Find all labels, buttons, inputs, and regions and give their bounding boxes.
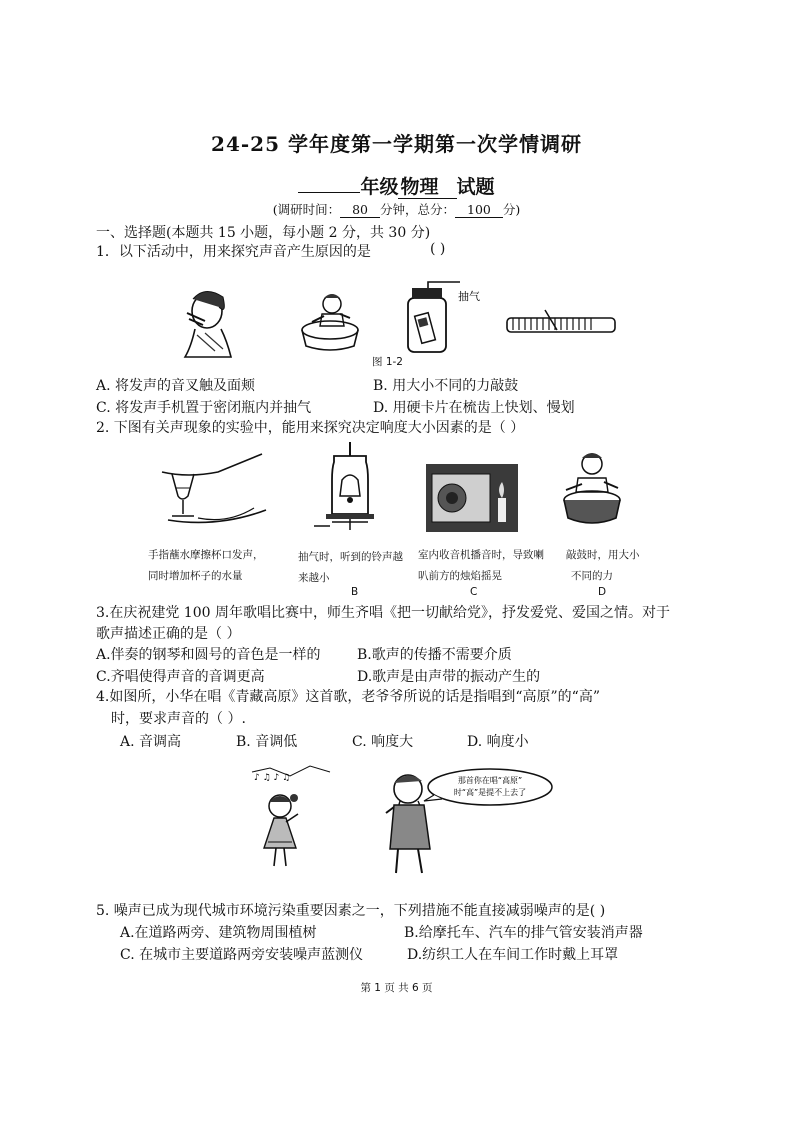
time-label: (调研时间： [272, 202, 341, 217]
section-heading: 一、选择题(本题共 15 小题，每小题 2 分，共 30 分) [96, 225, 431, 241]
q3-stem-line1: 3.在庆祝建党 100 周年歌唱比赛中，师生齐唱《把一切献给党》，抒发爱党、爱国之情。对于 [96, 605, 670, 621]
q3-stem-line2: 歌声描述正确的是（ ） [96, 626, 241, 642]
score-value: 100 [455, 202, 503, 218]
time-unit: 分钟，总分： [380, 202, 456, 217]
q4-figure-singing-girl [250, 762, 345, 877]
q2-label-b: B [351, 586, 359, 598]
q3-option-c: C.齐唱使得声音的音调更高 [96, 669, 265, 685]
q1-option-c: C. 将发声手机置于密闭瓶内并抽气 [96, 400, 312, 416]
q2-caption-d-line1: 敲鼓时，用大小 [566, 549, 640, 561]
q4-option-a: A. 音调高 [120, 734, 182, 750]
q2-caption-b-line1: 抽气时，听到的铃声越 [298, 551, 403, 563]
q2-figure-radio-candle [426, 464, 518, 532]
q2-caption-c-line1: 室内收音机播音时，导致喇 [418, 549, 544, 561]
exam-title: 24-25 学年度第一学期第一次学情调研 [211, 132, 582, 156]
q4-figure-old-man [378, 765, 558, 880]
q4-speech-line1: 那首你在唱“高原” [457, 776, 523, 785]
q2-caption-d-line2: 不同的力 [571, 570, 613, 582]
subject-suffix: 试题 [456, 176, 495, 198]
q3-option-b: B.歌声的传播不需要介质 [357, 647, 512, 663]
q5-option-a: A.在道路两旁、建筑物周围植树 [120, 925, 317, 941]
page-footer: 第 1 页 共 6 页 [360, 982, 433, 994]
q4-option-c: C. 响度大 [352, 734, 414, 750]
q2-caption-b-line2: 来越小 [298, 572, 330, 584]
q4-speech-line2: 时“高”是提不上去了 [453, 788, 527, 797]
q1-answer-paren: ( ) [430, 241, 446, 257]
q1-stem: 1．以下活动中，用来探究声音产生原因的是 [96, 244, 371, 260]
q4-option-b: B. 音调低 [236, 734, 298, 750]
q2-stem: 2. 下图有关声现象的实验中，能用来探究决定响度大小因素的是（ ） [96, 420, 525, 436]
q2-label-d: D [598, 586, 607, 598]
q3-option-d: D.歌声是由声带的振动产生的 [357, 669, 541, 685]
grade-blank [298, 174, 360, 193]
q2-caption-a-line2: 同时增加杯子的水量 [148, 570, 243, 582]
q4-option-d: D. 响度小 [467, 734, 529, 750]
q2-figure-drum [560, 450, 625, 530]
q1-option-d: D. 用硬卡片在梳齿上快划、慢划 [373, 400, 575, 416]
exam-meta [0, 200, 793, 218]
q1-option-a: A. 将发声的音叉触及面颊 [96, 378, 256, 394]
score-unit: 分) [502, 202, 521, 217]
q3-option-a: A.伴奏的钢琴和圆号的音色是一样的 [96, 647, 321, 663]
q2-caption-c-line2: 叭前方的烛焰摇晃 [418, 570, 502, 582]
exam-subtitle [0, 172, 793, 199]
q1-figure-comb [505, 308, 620, 338]
q4-stem-line2: 时，要求声音的（ ）. [111, 711, 246, 727]
q2-caption-a-line1: 手指蘸水摩擦杯口发声， [148, 549, 264, 561]
q1-figure-caption: 图 1-2 [372, 356, 403, 368]
svg-text:♪ ♫ ♪ ♫: ♪ ♫ ♪ ♫ [254, 773, 291, 783]
q5-option-d: D.纺织工人在车间工作时戴上耳罩 [407, 947, 619, 963]
q5-option-c: C. 在城市主要道路两旁安装噪声蓝测仪 [120, 947, 364, 963]
q1-figure-drum [298, 288, 363, 353]
q1-option-b: B. 用大小不同的力敲鼓 [373, 378, 519, 394]
grade-label: 年级 [360, 176, 399, 198]
q2-figure-bell-jar [310, 440, 390, 535]
q1-figure-jar-phone [400, 280, 490, 360]
q1-pump-label: 抽气 [458, 290, 480, 303]
q4-stem-line1: 4.如图所，小华在唱《青藏高原》这首歌，老爷爷所说的话是指唱到“高原”的“高” [96, 689, 600, 705]
subject: 物理 [398, 176, 456, 199]
q5-stem: 5. 噪声已成为现代城市环境污染重要因素之一，下列措施不能直接减弱噪声的是( ) [96, 903, 606, 919]
q5-option-b: B.给摩托车、汽车的排气管安装消声器 [404, 925, 643, 941]
time-value: 80 [340, 202, 380, 218]
q1-figure-tuning-fork-face [175, 285, 240, 365]
q2-figure-glass [158, 450, 268, 530]
q2-label-c: C [470, 586, 478, 598]
